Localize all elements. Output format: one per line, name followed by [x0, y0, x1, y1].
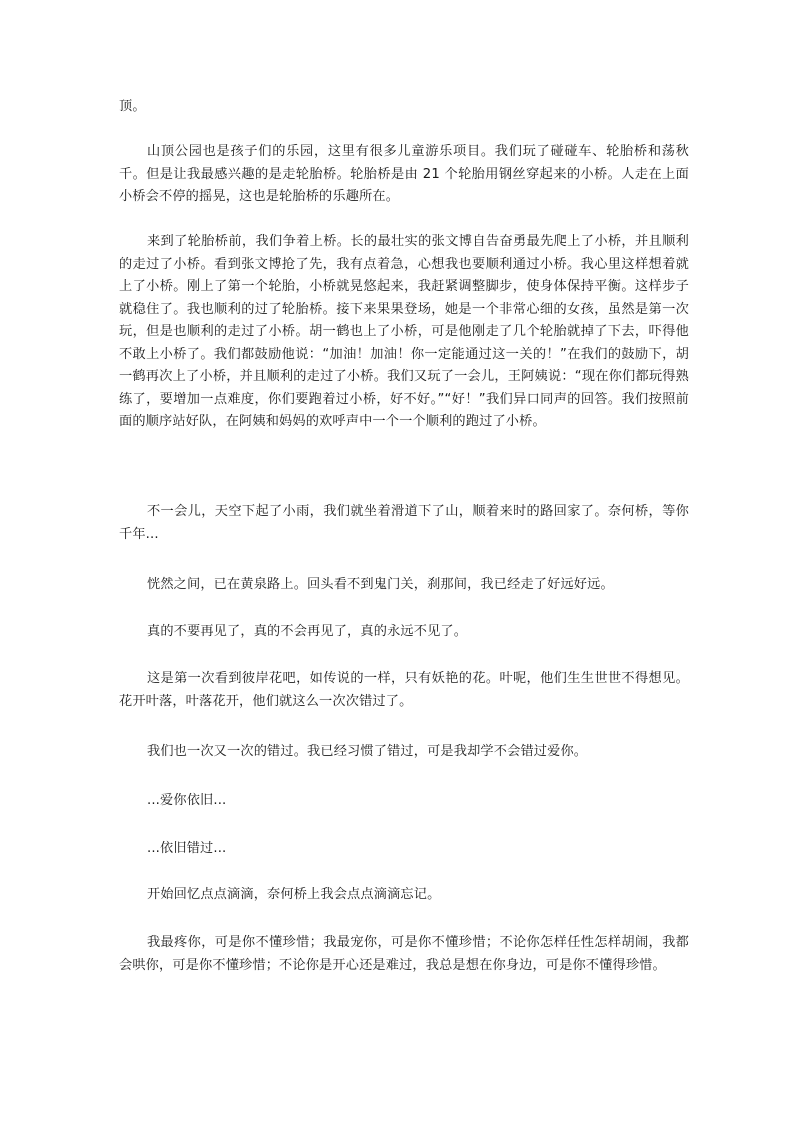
paragraph-8: 我们也一次又一次的错过。我已经习惯了错过，可是我却学不会错过爱你。	[147, 744, 588, 759]
paragraph-3: 来到了轮胎桥前，我们争着上桥。长的最壮实的张文博自告奋勇最先爬上了小桥，并且顺利的走过了小桥。看到张文博抢了先，我有点着急，心想我也要顺利通过小桥。我心里这样想着就上了小桥。刚上了第一个轮胎，小桥就晃悠起来，我赶紧调整脚步，使身体保持平衡。这样步子就稳住了。我也顺利的过了轮胎桥。接下来果果登场，她是一个非常心细的女孩，虽然是第一次玩，但是也顺利的走过了小桥。胡一鹤也上了小桥，可是他刚走了几个轮胎就掉了下去，吓得他不敢上小桥了。我们都鼓励他说：“加油！加油！你一定能通过这一关的！”在我们的鼓励下，胡一鹤再次上了小桥，并且顺利的走过了小桥。我们又玩了一会儿，王阿姨说：“现在你们都玩得熟练了，要增加一点难度，你们要跑着过小桥，好不好。”“好！”我们异口同声的回答。我们按照前面的顺序站好队，在阿姨和妈妈的欢呼声中一个一个顺利的跑过了小桥。	[119, 234, 689, 429]
paragraph-6: 真的不要再见了，真的不会再见了，真的永远不见了。	[147, 624, 468, 639]
paragraph-9: ...爱你依旧...	[147, 793, 227, 808]
paragraph-1: 顶。	[119, 99, 146, 114]
paragraph-5: 恍然之间，已在黄泉路上。回头看不到鬼门关，刹那间，我已经走了好远好远。	[147, 577, 614, 592]
paragraph-12: 我最疼你，可是你不懂珍惜；我最宠你，可是你不懂珍惜；不论你怎样任性怎样胡闹，我都会哄你，可是你不懂珍惜；不论你是开心还是难过，我总是想在你身边，可是你不懂得珍惜。	[119, 935, 689, 973]
paragraph-2: 山顶公园也是孩子们的乐园，这里有很多儿童游乐项目。我们玩了碰碰车、轮胎桥和荡秋千。但是让我最感兴趣的是走轮胎桥。轮胎桥是由 21 个轮胎用钢丝穿起来的小桥。人走在上面小桥会不停的摇晃，这也是轮胎桥的乐趣所在。	[119, 144, 689, 204]
paragraph-10: ...依旧错过...	[147, 841, 227, 856]
paragraph-11: 开始回忆点点滴滴，奈何桥上我会点点滴滴忘记。	[147, 887, 441, 902]
paragraph-4: 不一会儿，天空下起了小雨，我们就坐着滑道下了山，顺着来时的路回家了。奈何桥，等你千年...	[119, 504, 689, 542]
paragraph-7: 这是第一次看到彼岸花吧，如传说的一样，只有妖艳的花。叶呢，他们生生世世不得想见。花开叶落，叶落花开，他们就这么一次次错过了。	[119, 671, 689, 709]
